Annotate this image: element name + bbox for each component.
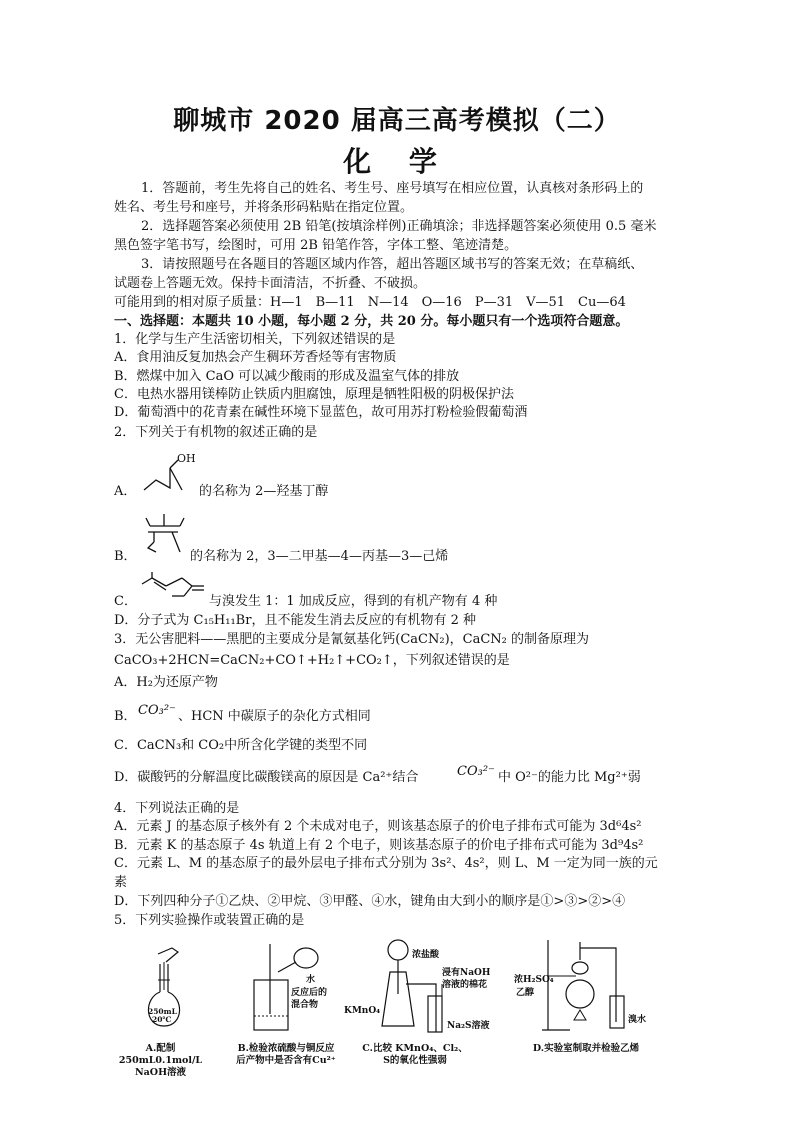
question-2-option-b-label: B． — [114, 549, 137, 564]
figure-a-caption-line2: NaOH溶液 — [134, 1067, 187, 1078]
instruction-3-cont: 试题卷上答题无效。保持卡面清洁，不折叠、不破损。 — [114, 276, 427, 291]
water-label: 水 — [306, 975, 316, 985]
sulfuric-acid-label: 浓H₂SO₄ — [514, 975, 554, 985]
question-2-option-c-label: C． — [114, 594, 137, 609]
figure-c-caption-line1: C.比较 KMnO₄、Cl₂、 — [362, 1043, 468, 1054]
instruction-1: 1．答题前，考生先将自己的姓名、考生号、座号填写在相应位置，认真核对条形码上的 — [141, 181, 644, 196]
question-3-option-a: A．H₂为还原产物 — [114, 675, 218, 690]
question-4-option-d: D．下列四种分子①乙炔、②甲烷、③甲醛、④水，键角由大到小的顺序是①>③>②>④ — [114, 894, 626, 909]
figure-a-caption — [108, 1043, 213, 1079]
figure-b-caption — [226, 1043, 346, 1067]
figure-d-caption: D.实验室制取并检验乙烯 — [532, 1043, 640, 1054]
mixture-label-line2: 混合物 — [291, 1000, 319, 1010]
mixture-label-line1: 反应后的 — [291, 988, 328, 998]
bromine-water-label: 溴水 — [628, 1015, 647, 1025]
carbonate-ion: CO₃²⁻ — [138, 703, 176, 718]
question-2-stem: 2．下列关于有机物的叙述正确的是 — [114, 425, 318, 440]
structure-conjugated-diene — [140, 568, 212, 602]
question-4-option-c: C．元素 L、M 的基态原子的最外层电子排布式分别为 3s²、4s²，则 L、M 一定为同一族的元 — [114, 856, 658, 871]
question-1-option-a: A．食用油反复加热会产生稠环芳香烃等有害物质 — [114, 350, 397, 365]
question-2-option-c-text: 与溴发生 1：1 加成反应，得到的有机产物有 4 种 — [209, 594, 498, 609]
ethanol-label: 乙醇 — [516, 988, 535, 998]
page-title: 聊城市 2020 届高三高考模拟（二） — [173, 106, 621, 136]
figure-b-caption-line1: B.检验浓硫酸与铜反应 — [237, 1043, 335, 1054]
question-2-option-a-label: A． — [114, 484, 137, 499]
instruction-2: 2．选择题答案必须使用 2B 铅笔(按填涂样例)正确填涂；非选择题答案必须使用 0.5 毫米 — [141, 219, 657, 234]
section-heading: 一、选择题：本题共 10 小题，每小题 2 分，共 20 分。每小题只有一个选项符合题意。 — [114, 314, 629, 329]
structure-substituted-hexene — [142, 508, 192, 558]
figure-d-ethylene-apparatus — [540, 936, 640, 1036]
instruction-2-cont: 黑色签字笔书写，绘图时，可用 2B 铅笔作答，字体工整、笔迹清楚。 — [114, 238, 518, 253]
flask-temp-label: 20℃ — [152, 1015, 172, 1024]
question-3-option-b-text: 、HCN 中碳原子的杂化方式相同 — [178, 709, 371, 724]
kmno4-label: KMnO₄ — [344, 1006, 381, 1016]
hydroxyl-label: OH — [177, 452, 196, 465]
instruction-3: 3．请按照题号在各题目的答题区域内作答，超出答题区域书写的答案无效；在草稿纸、 — [141, 257, 644, 272]
atomic-masses: 可能用到的相对原子质量：H—1 B—11 N—14 O—16 P—31 V—51 Cu—64 — [114, 295, 626, 310]
question-2-option-b-text: 的名称为 2，3—二甲基—4—丙基—3—己烯 — [190, 549, 449, 564]
question-1-option-d: D．葡萄酒中的花青素在碱性环境下显蓝色，故可用苏打粉检验假葡萄酒 — [114, 405, 528, 420]
na2s-label: Na₂S溶液 — [447, 1021, 490, 1031]
question-1-stem: 1．化学与生产生活密切相关，下列叙述错误的是 — [114, 332, 396, 347]
figure-b-caption-line2: 后产物中是否含有Cu²⁺ — [236, 1055, 336, 1066]
instruction-1-cont: 姓名、考生号和座号，并将条形码粘贴在指定位置。 — [114, 200, 414, 215]
question-3-stem-line1: 3．无公害肥料——黑肥的主要成分是氰氨基化钙(CaCN₂)，CaCN₂ 的制备原理为 — [114, 632, 590, 647]
question-3-option-d-post: 中 O²⁻的能力比 Mg²⁺弱 — [498, 770, 641, 785]
figure-c-caption-line2: S的氧化性强弱 — [383, 1055, 447, 1066]
cotton-label-line1: 浸有NaOH — [442, 968, 491, 978]
flask-volume-label: 250mL — [148, 1007, 177, 1016]
figure-a-caption-line1: A.配制250mL0.1mol/L — [118, 1043, 203, 1066]
question-5-stem: 5．下列实验操作或装置正确的是 — [114, 913, 305, 928]
question-2-option-a-text: 的名称为 2—羟基丁醇 — [199, 484, 329, 499]
question-3-option-c: C．CaCN₃和 CO₂中所含化学键的类型不同 — [114, 738, 368, 753]
question-3-option-d-pre: D．碳酸钙的分解温度比碳酸镁高的原因是 Ca²⁺结合 — [114, 770, 419, 785]
cotton-label-line2: 溶液的棉花 — [442, 980, 488, 990]
hcl-label: 浓盐酸 — [412, 950, 440, 960]
carbonate-ion-d: CO₃²⁻ — [457, 764, 495, 779]
question-4-option-c-cont: 素 — [114, 875, 128, 890]
subject-title: 化 学 — [343, 145, 451, 178]
question-4-stem: 4．下列说法正确的是 — [114, 801, 240, 816]
question-3-stem-line2: CaCO₃+2HCN=CaCN₂+CO↑+H₂↑+CO₂↑，下列叙述错误的是 — [114, 653, 510, 668]
question-3-option-b-label: B． — [114, 709, 137, 724]
figure-c-caption — [360, 1043, 470, 1067]
question-1-option-b: B．燃煤中加入 CaO 可以减少酸雨的形成及温室气体的排放 — [114, 369, 460, 384]
question-2-option-d: D．分子式为 C₁₅H₁₁Br，且不能发生消去反应的有机物有 2 种 — [114, 613, 476, 628]
question-1-option-c: C．电热水器用镁棒防止铁质内胆腐蚀，原理是牺牲阳极的阴极保护法 — [114, 387, 514, 402]
question-4-option-a: A．元素 J 的基态原子核外有 2 个未成对电子，则该基态原子的价电子排布式可能为 3d⁶4s² — [114, 819, 642, 834]
question-4-option-b: B．元素 K 的基态原子 4s 轨道上有 2 个电子，则该基态原子的价电子排布式可能为 3d⁹4s² — [114, 838, 644, 853]
